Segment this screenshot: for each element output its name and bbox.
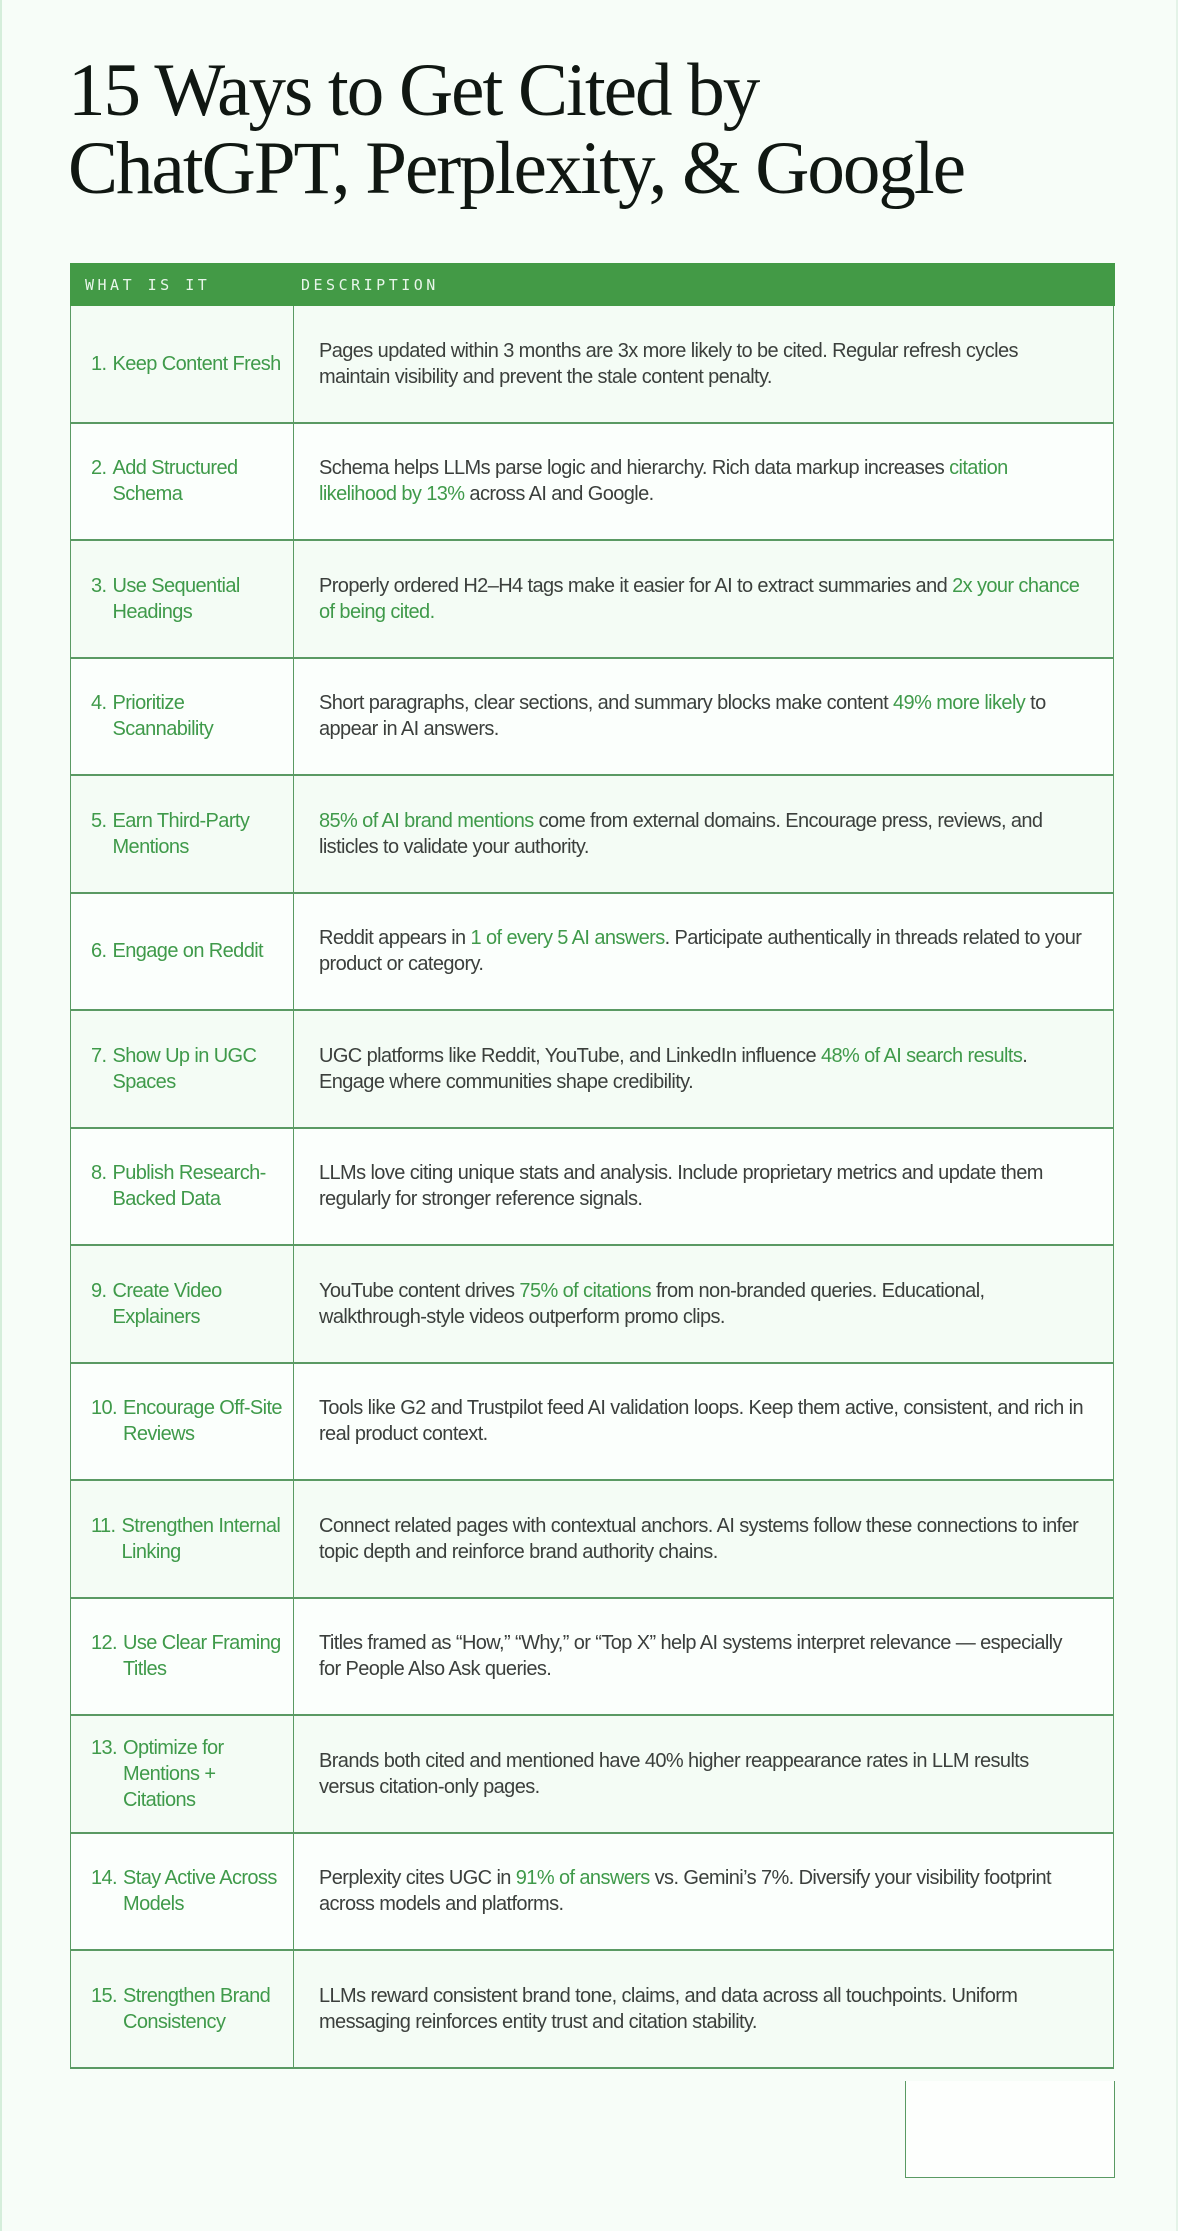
highlighted-stat: 1 of every 5 AI answers <box>470 927 665 950</box>
empty-corner-box <box>905 2081 1115 2178</box>
cell-what-is-it <box>71 1951 294 2067</box>
table-row <box>71 1129 1113 1247</box>
tips-table <box>70 263 1115 2069</box>
table-row <box>71 1364 1113 1482</box>
table-body <box>70 306 1114 2069</box>
table-row <box>71 894 1113 1012</box>
cell-what-is-it <box>71 541 294 657</box>
description-segment: Tools like G2 and Trustpilot feed AI validation loops. Keep them active, consistent, and rich in real product context. <box>319 1397 1083 1446</box>
description-text <box>319 338 1083 390</box>
description-segment: to appear in AI answers. <box>319 692 1046 741</box>
table-header <box>70 263 1115 306</box>
title-line-2: ChatGPT, Perplexity, & Google <box>68 127 965 210</box>
description-text <box>319 1748 1083 1800</box>
cell-what-is-it <box>71 1716 294 1832</box>
tip-title <box>91 808 293 860</box>
description-segment: . Participate authentically in threads related to your product or category. <box>319 927 1082 976</box>
cell-what-is-it <box>71 659 294 775</box>
tip-title <box>91 938 269 964</box>
cell-description <box>294 776 1113 892</box>
tip-number: 11. <box>91 1514 116 1537</box>
highlighted-stat: 85% of AI brand mentions <box>319 809 534 832</box>
tip-title <box>91 1395 293 1447</box>
tip-number: 9. <box>91 1279 107 1302</box>
description-segment: Pages updated within 3 months are 3x more likely to be cited. Regular refresh cycles maintain visibility and prevent the stale content penalty. <box>319 339 1018 388</box>
cell-what-is-it <box>71 1364 294 1480</box>
description-text <box>319 1160 1083 1212</box>
tip-label: Publish Research-Backed Data <box>112 1162 266 1211</box>
tip-number: 10. <box>91 1397 118 1420</box>
description-text <box>319 1513 1083 1565</box>
description-segment: Titles framed as “How,” “Why,” or “Top X” help AI systems interpret relevance — especially for People Also Ask queries. <box>319 1632 1062 1681</box>
table-row <box>71 1481 1113 1599</box>
tip-label: Use Sequential Headings <box>112 574 240 623</box>
cell-what-is-it <box>71 424 294 540</box>
description-segment: Schema helps LLMs parse logic and hierarchy. Rich data markup increases <box>319 457 950 480</box>
tip-title <box>91 573 293 625</box>
tip-label: Show Up in UGC Spaces <box>112 1044 257 1093</box>
cell-description <box>294 894 1113 1010</box>
description-text <box>319 808 1083 860</box>
tip-label: Encourage Off-Site Reviews <box>123 1397 282 1446</box>
highlighted-stat: 2x your chance of being cited. <box>319 574 1080 623</box>
tip-label: Engage on Reddit <box>112 940 264 963</box>
tip-number: 14. <box>91 1867 118 1890</box>
tip-title <box>91 455 293 507</box>
tip-title <box>91 351 287 377</box>
cell-description <box>294 1129 1113 1245</box>
table-row <box>71 1951 1113 2069</box>
cell-what-is-it <box>71 1246 294 1362</box>
description-text <box>319 1395 1083 1447</box>
cell-description <box>294 306 1113 422</box>
description-segment: Short paragraphs, clear sections, and summary blocks make content <box>319 692 894 715</box>
tip-number: 15. <box>91 1984 118 2007</box>
tip-number: 13. <box>91 1736 118 1759</box>
tip-title <box>91 1278 293 1330</box>
tip-number: 4. <box>91 692 107 715</box>
description-segment: from non-branded queries. Educational, walkthrough-style videos outperform promo clips. <box>319 1279 985 1328</box>
table-row <box>71 1599 1113 1717</box>
tip-number: 5. <box>91 809 107 832</box>
cell-what-is-it <box>71 776 294 892</box>
description-segment: LLMs reward consistent brand tone, claims, and data across all touchpoints. Uniform messaging reinforces entity trust and citation stability. <box>319 1984 1018 2033</box>
table-row <box>71 1246 1113 1364</box>
cell-description <box>294 1011 1113 1127</box>
tip-number: 8. <box>91 1162 107 1185</box>
tip-label: Earn Third-Party Mentions <box>112 809 250 858</box>
table-row <box>71 659 1113 777</box>
table-row <box>71 424 1113 542</box>
cell-description <box>294 1246 1113 1362</box>
description-text <box>319 1630 1083 1682</box>
tip-label: Strengthen Brand Consistency <box>123 1984 271 2033</box>
tip-title <box>91 1513 293 1565</box>
cell-what-is-it <box>71 1481 294 1597</box>
cell-what-is-it <box>71 1834 294 1950</box>
cell-what-is-it <box>71 1599 294 1715</box>
tip-number: 3. <box>91 574 107 597</box>
highlighted-stat: citation likelihood by 13% <box>319 457 1008 506</box>
highlighted-stat: 91% of answers <box>515 1867 650 1890</box>
table-row <box>71 541 1113 659</box>
table-row <box>71 1834 1113 1952</box>
description-text <box>319 925 1083 977</box>
description-segment: Reddit appears in <box>319 927 471 950</box>
cell-description <box>294 1716 1113 1832</box>
tip-label: Keep Content Fresh <box>112 352 281 375</box>
cell-description <box>294 659 1113 775</box>
cell-description <box>294 1951 1113 2067</box>
tip-label: Stay Active Across Models <box>123 1867 277 1916</box>
description-segment: Brands both cited and mentioned have 40% higher reappearance rates in LLM results versus citation-only pages. <box>319 1749 1029 1798</box>
description-segment: YouTube content drives <box>319 1279 520 1302</box>
cell-description <box>294 1481 1113 1597</box>
cell-description <box>294 541 1113 657</box>
description-text <box>319 455 1083 507</box>
cell-description <box>294 1364 1113 1480</box>
tip-number: 2. <box>91 457 107 480</box>
description-text <box>319 1278 1083 1330</box>
tip-label: Use Clear Framing Titles <box>123 1632 281 1681</box>
description-segment: LLMs love citing unique stats and analysis. Include proprietary metrics and update them regularly for stronger reference signals. <box>319 1162 1043 1211</box>
cell-what-is-it <box>71 306 294 422</box>
header-description: DESCRIPTION <box>301 275 439 294</box>
table-row <box>71 1716 1113 1834</box>
tip-title <box>91 1043 293 1095</box>
description-segment: Properly ordered H2–H4 tags make it easier for AI to extract summaries and <box>319 574 953 597</box>
description-segment: . Engage where communities shape credibility. <box>319 1044 1028 1093</box>
description-segment: vs. Gemini’s 7%. Diversify your visibility footprint across models and platforms. <box>319 1867 1051 1916</box>
tip-number: 7. <box>91 1044 107 1067</box>
description-text <box>319 573 1083 625</box>
description-segment: Perplexity cites UGC in <box>319 1867 516 1890</box>
description-text <box>319 690 1083 742</box>
tip-number: 6. <box>91 940 107 963</box>
description-segment: come from external domains. Encourage press, reviews, and listicles to validate your authority. <box>319 809 1043 858</box>
page-title <box>68 49 1148 210</box>
cell-description <box>294 1599 1113 1715</box>
cell-description <box>294 1834 1113 1950</box>
description-segment: UGC platforms like Reddit, YouTube, and LinkedIn influence <box>319 1044 821 1067</box>
title-line-1: 15 Ways to Get Cited by <box>68 49 759 132</box>
tip-title <box>91 690 293 742</box>
highlighted-stat: 75% of citations <box>519 1279 652 1302</box>
highlighted-stat: 49% more likely <box>893 692 1026 715</box>
description-segment: Connect related pages with contextual anchors. AI systems follow these connections to infer topic depth and reinforce brand authority chains. <box>319 1514 1079 1563</box>
tip-title <box>91 1735 293 1813</box>
tip-title <box>91 1160 293 1212</box>
description-text <box>319 1043 1083 1095</box>
tip-label: Create Video Explainers <box>112 1279 222 1328</box>
tip-label: Add Structured Schema <box>112 457 238 506</box>
table-row <box>71 306 1113 424</box>
cell-what-is-it <box>71 894 294 1010</box>
tip-label: Optimize for Mentions + Citations <box>123 1736 224 1811</box>
tip-number: 1. <box>91 352 107 375</box>
tip-number: 12. <box>91 1632 118 1655</box>
highlighted-stat: 48% of AI search results <box>820 1044 1023 1067</box>
table-row <box>71 776 1113 894</box>
cell-description <box>294 424 1113 540</box>
tip-label: Strengthen Internal Linking <box>121 1514 281 1563</box>
header-what-is-it: WHAT IS IT <box>85 275 211 294</box>
tip-label: Prioritize Scannability <box>112 692 214 741</box>
cell-what-is-it <box>71 1011 294 1127</box>
tip-title <box>91 1630 293 1682</box>
description-segment: across AI and Google. <box>464 483 654 506</box>
tip-title <box>91 1983 293 2035</box>
table-row <box>71 1011 1113 1129</box>
page-left-edge <box>0 0 2 2231</box>
description-text <box>319 1983 1083 2035</box>
tip-title <box>91 1865 293 1917</box>
description-text <box>319 1865 1083 1917</box>
cell-what-is-it <box>71 1129 294 1245</box>
